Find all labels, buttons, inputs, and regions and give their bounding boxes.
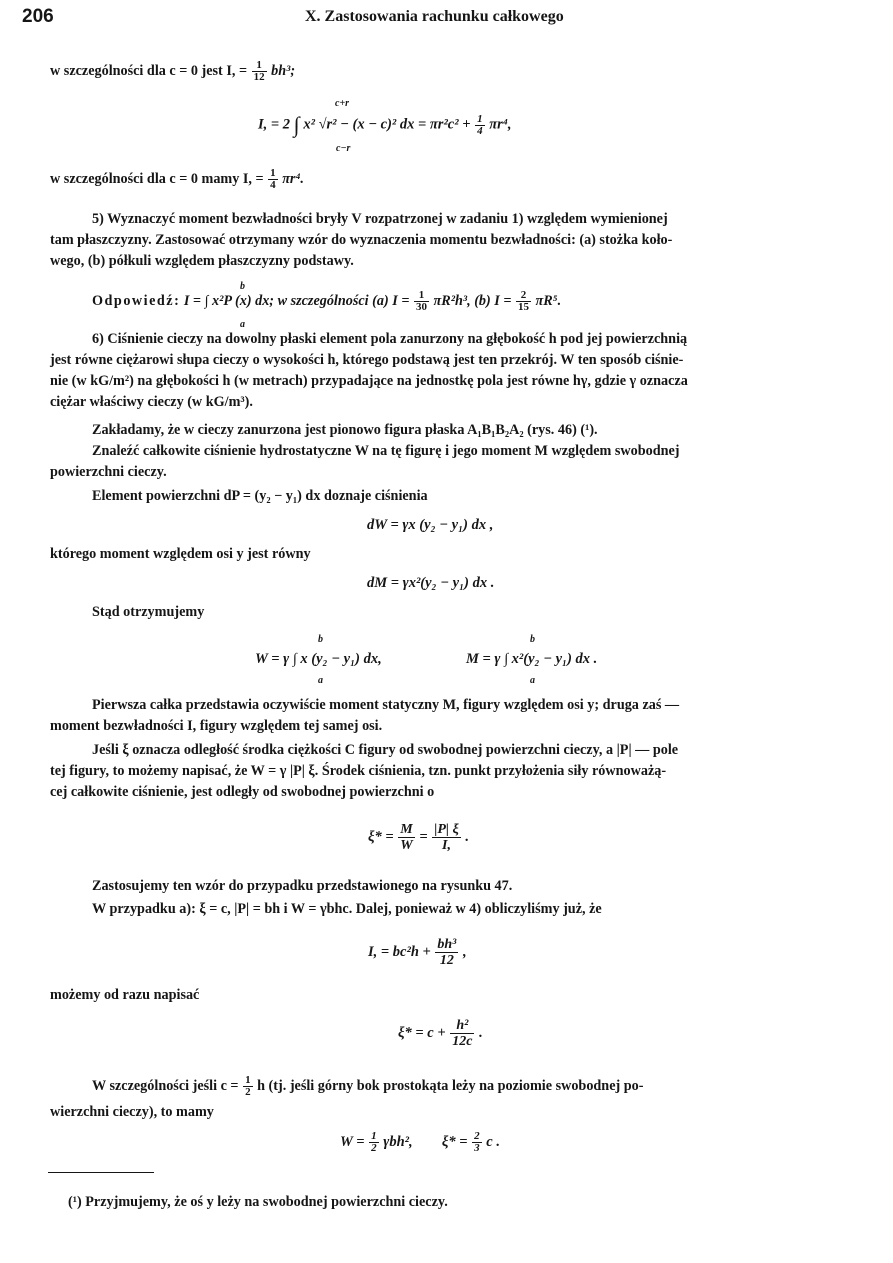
denominator: 2 — [371, 1142, 377, 1154]
answer-line — [92, 290, 561, 313]
answer-b: πR⁵. — [535, 292, 562, 309]
text-line: cej całkowite ciśnienie, jest odległy od swobodnej powierzchni o — [50, 784, 435, 800]
integral-upper-limit: b — [318, 634, 323, 645]
numerator: 1 — [371, 1130, 377, 1142]
fraction — [475, 114, 485, 137]
eq-xi-lhs: ξ* = — [441, 1133, 468, 1150]
fraction — [432, 822, 461, 853]
text-line: Pierwsza całka przedstawia oczywiście moment statyczny M, figury względem osi y; druga zaś — — [92, 697, 680, 713]
numerator: 1 — [414, 290, 429, 302]
text-line: Zakładamy, że w cieczy zanurzona jest pionowo figura płaska A₁B₁B₂A₂ (rys. 46) (¹). — [92, 422, 598, 438]
numerator: 1 — [245, 1074, 251, 1086]
fraction — [450, 1018, 474, 1049]
equation-W: W = γ ∫ x (y₂ − y₁) dx, — [255, 651, 382, 667]
fraction — [472, 1131, 482, 1154]
text-span: πr⁴. — [282, 170, 304, 187]
text-line — [50, 60, 295, 83]
numerator: 1 — [270, 167, 276, 179]
denominator: 12c — [452, 1034, 473, 1049]
denominator: 30 — [415, 301, 427, 313]
eq-lhs: ξ* = — [368, 828, 394, 845]
fraction — [398, 822, 414, 853]
numerator: 2 — [474, 1130, 480, 1142]
fraction — [369, 1131, 379, 1154]
text-line: powierzchni cieczy. — [50, 464, 167, 480]
text-line: Znaleźć całkowite ciśnienie hydrostatyczne W na tę figurę i jego moment M względem swobodnej — [92, 443, 680, 459]
equation-Iy-rect: I, = bc²h + $\frac{\text{bh³}}{12}$ , — [368, 937, 467, 968]
denominator: 12 — [439, 953, 454, 968]
eq-equals: = — [419, 828, 428, 845]
text-line: Stąd otrzymujemy — [92, 604, 205, 620]
text-line: wierzchni cieczy), to mamy — [50, 1104, 214, 1120]
text-line: Jeśli ξ oznacza odległość środka ciężkości C figury od swobodnej powierzchni cieczy, a |P| — pole — [92, 742, 679, 758]
text-line: jest równe ciężarowi słupa cieczy o wysokości h, którego podstawą jest ten przekrój. W ten sposób ciśnie- — [50, 352, 684, 368]
eq-lhs: I, = 2 — [258, 116, 291, 133]
numerator: M — [400, 822, 413, 837]
equation-final — [340, 1131, 500, 1154]
numerator: bh³ — [437, 937, 457, 952]
integral-upper-limit: b — [240, 281, 245, 292]
footnote: (¹) Przyjmujemy, że oś y leży na swobodnej powierzchni cieczy. — [68, 1194, 448, 1210]
answer-a: πR²h³, (b) I = — [433, 292, 512, 309]
eq-W-lhs: W = — [340, 1133, 365, 1150]
numerator: 2 — [516, 290, 531, 302]
text-line: moment bezwładności I, figury względem tej samej osi. — [50, 718, 383, 734]
denominator: 4 — [270, 179, 276, 191]
fraction — [268, 168, 278, 191]
eq-W-tail: γbh², — [383, 1133, 413, 1150]
text-line: W przypadku a): ξ = c, |P| = bh i W = γbhc. Dalej, ponieważ w 4) obliczyliśmy już, że — [92, 901, 602, 917]
equation-dM: dM = γx²(y₂ − y₁) dx . — [367, 575, 495, 591]
text-span: h (tj. jeśli górny bok prostokąta leży na poziomie swobodnej po- — [257, 1077, 644, 1094]
page-number: 206 — [22, 6, 54, 27]
denominator: 3 — [474, 1142, 480, 1154]
answer-label: Odpowiedź: — [92, 292, 181, 309]
text-line: którego moment względem osi y jest równy — [50, 546, 311, 562]
eq-lhs: I, = bc²h + — [368, 943, 431, 960]
equation-M: M = γ ∫ x²(y₂ − y₁) dx . — [466, 651, 598, 667]
footnote-divider — [48, 1172, 154, 1173]
text-span: bh³; — [271, 62, 296, 79]
integral-lower-limit: a — [318, 675, 323, 686]
numerator: |P| ξ — [434, 822, 459, 837]
eq-tail: πr⁴, — [489, 116, 512, 133]
integral-sign: ∫ — [293, 112, 300, 137]
fraction — [243, 1075, 253, 1098]
equation-xi-rect: ξ* = c + $\frac{\text{h²}}{12c}$ . — [398, 1018, 483, 1049]
denominator: 4 — [477, 124, 483, 137]
numerator: h² — [450, 1018, 474, 1034]
text-line: ciężar właściwy cieczy (w kG/m³). — [50, 394, 253, 410]
fraction — [252, 60, 267, 83]
integral-lower-limit: c−r — [336, 143, 351, 154]
text-line: Element powierzchni dP = (y₂ − y₁) dx doznaje ciśnienia — [92, 488, 428, 504]
denominator: 12 — [253, 71, 265, 83]
denominator: 2 — [245, 1086, 251, 1098]
text-line: Zastosujemy ten wzór do przypadku przedstawionego na rysunku 47. — [92, 878, 513, 894]
eq-body: x² √r² − (x − c)² dx = πr²c² + — [303, 116, 471, 133]
fraction — [414, 290, 429, 313]
text-line: nie (w kG/m²) na głębokości h (w metrach) przypadające na jednostkę pola jest równe hγ, gdzie γ oznacza — [50, 373, 688, 389]
text-line: 5) Wyznaczyć moment bezwładności bryły V rozpatrzonej w zadaniu 1) względem wymienionej — [92, 211, 668, 227]
text-line: wego, (b) półkuli względem płaszczyzny podstawy. — [50, 253, 354, 269]
text-line: 6) Ciśnienie cieczy na dowolny płaski element pola zanurzony na głębokość h pod jej powierzchnią — [92, 331, 688, 347]
denominator: 15 — [518, 301, 529, 313]
integral-lower-limit: a — [530, 675, 535, 686]
answer-body: I = ∫ x²P (x) dx; w szczególności (a) I = — [183, 292, 410, 309]
fraction — [435, 937, 458, 968]
chapter-title: X. Zastosowania rachunku całkowego — [305, 8, 564, 25]
equation-dW: dW = γx (y₂ − y₁) dx , — [367, 517, 494, 533]
text-line: możemy od razu napisać — [50, 987, 200, 1003]
denominator: W — [400, 838, 413, 853]
text-line: tej figury, to możemy napisać, że W = γ |P| ξ. Środek ciśnienia, tzn. punkt przyłożenia siły równoważą- — [50, 763, 667, 779]
denominator: I, — [442, 838, 451, 853]
equation-Iy-integral — [258, 112, 511, 138]
text-span: W szczególności jeśli c = — [92, 1077, 239, 1094]
equation-xi-star: ξ* = $\frac{M}{W}$ = $\frac{|P| \xi}{I,}$ . — [368, 822, 470, 853]
integral-upper-limit: c+r — [335, 98, 350, 109]
text-line — [92, 1075, 643, 1098]
numerator: 1 — [477, 112, 483, 125]
text-line — [50, 168, 304, 191]
numerator: 1 — [252, 60, 267, 72]
text-span: w szczególności dla c = 0 jest I, = — [50, 62, 248, 79]
integral-lower-limit: a — [240, 319, 245, 330]
eq-xi-tail: c . — [486, 1133, 500, 1150]
eq-lhs: ξ* = c + — [398, 1024, 446, 1041]
text-line: tam płaszczyzny. Zastosować otrzymany wzór do wyznaczenia momentu bezwładności: (a) stożka koło- — [50, 232, 673, 248]
text-span: w szczególności dla c = 0 mamy I, = — [50, 170, 264, 187]
integral-upper-limit: b — [530, 634, 535, 645]
fraction — [516, 290, 531, 313]
